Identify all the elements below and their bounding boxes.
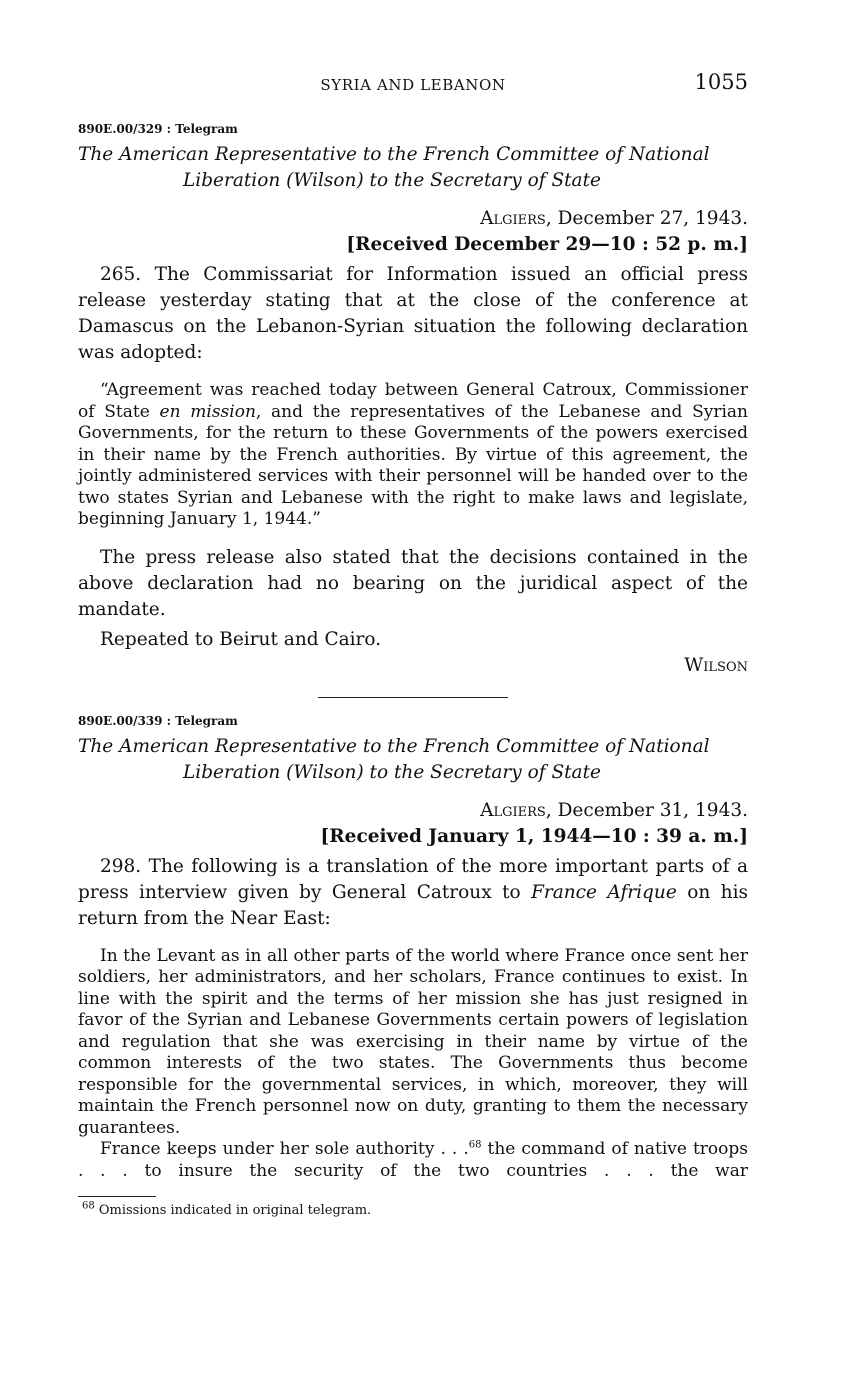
- doc2-dateline: [78, 798, 748, 824]
- doc2-paragraph-1-emphasis: France Afrique: [531, 881, 677, 903]
- doc1-paragraph-1: 265. The Commissariat for Information issued an official press release yesterday stating that at the close of the conference at Damascus on the Lebanon-Syrian situation the following declaration was adopted:: [78, 264, 748, 363]
- doc1-quote-emphasis: en mission: [159, 401, 256, 422]
- doc2-paragraph-1: [78, 854, 748, 932]
- doc2-date-rest: , December 31, 1943.: [545, 799, 748, 821]
- doc2-heading: The American Representative to the French Committee of National Liberation (Wilson) to the Secretary of State: [78, 735, 710, 783]
- doc2-paragraph-1-part-a: 298. The following is a translation of the more important parts of a press interview given by General Catroux to: [78, 855, 748, 903]
- doc1-paragraph-2: The press release also stated that the decisions contained in the above declaration had no bearing on the juridical aspect of the mandate.: [78, 546, 748, 620]
- running-title: SYRIA AND LEBANON: [320, 76, 506, 94]
- doc1-date-rest: , December 27, 1943.: [545, 208, 748, 229]
- doc1-quote-part-a: “Agreement was reached today between General Catroux, Commissioner of State: [78, 380, 748, 422]
- footnote-rule: [78, 1196, 156, 1197]
- doc2-quote-2-part-a: France keeps under her sole authority . . .: [100, 1139, 469, 1159]
- footnote-text: Omissions indicated in original telegram.: [94, 1203, 372, 1218]
- doc2-id: 890E.00/339 : Telegram: [78, 713, 238, 728]
- running-head: [78, 66, 748, 102]
- footnote-marker: 68: [82, 1200, 95, 1212]
- section-divider: [318, 697, 508, 698]
- doc1-quote-part-b: , and the representatives of the Lebanese and Syrian Governments, for the return to these Governments of the powers exercised in their name by the French authorities. By virtue of this agreement, the jointly administered services with their personnel will be handed over to the two states Syrian and Lebanese with the right to make laws and legislate, beginning January 1, 1944.”: [78, 401, 748, 529]
- doc1-signature: Wilson: [684, 654, 748, 676]
- doc2-quote-1: In the Levant as in all other parts of the world where France once sent her soldiers, her administrators, and her scholars, France continues to exist. In line with the spirit and the terms of her mission she has just resigned in favor of the Syrian and Lebanese Governments certain powers of legislation and regulation that she was exercising in their name by virtue of the common interests of the two states. The Governments thus become responsible for the governmental services, in which, moreover, they will maintain the French personnel now on duty, granting to them the necessary guarantees.: [78, 945, 748, 1138]
- doc2-quote-2: [78, 1139, 748, 1182]
- doc2-date-place: Algiers: [480, 799, 546, 821]
- doc1-dateline: [78, 206, 748, 232]
- footnote: [78, 1200, 748, 1218]
- footnote-reference[interactable]: 68: [468, 1139, 482, 1151]
- doc1-quote: [78, 380, 748, 531]
- doc2-received: [Received January 1, 1944—10 : 39 a. m.]: [320, 825, 748, 847]
- doc1-date-place: Algiers: [480, 208, 546, 229]
- document-page: [78, 66, 748, 1218]
- doc1-heading: The American Representative to the French Committee of National Liberation (Wilson) to the Secretary of State: [78, 144, 710, 191]
- doc1-paragraph-3: Repeated to Beirut and Cairo.: [100, 628, 382, 650]
- doc2-paragraph-1-part-b: on his return from the Near East:: [78, 881, 749, 929]
- doc1-received: [Received December 29—10 : 52 p. m.]: [346, 234, 748, 255]
- doc1-id: 890E.00/329 : Telegram: [78, 122, 238, 136]
- page-number: 1055: [694, 70, 748, 94]
- doc2-quote-2-part-b: the command of native troops . . . to insure the security of the two countries . . . the war: [78, 1139, 749, 1181]
